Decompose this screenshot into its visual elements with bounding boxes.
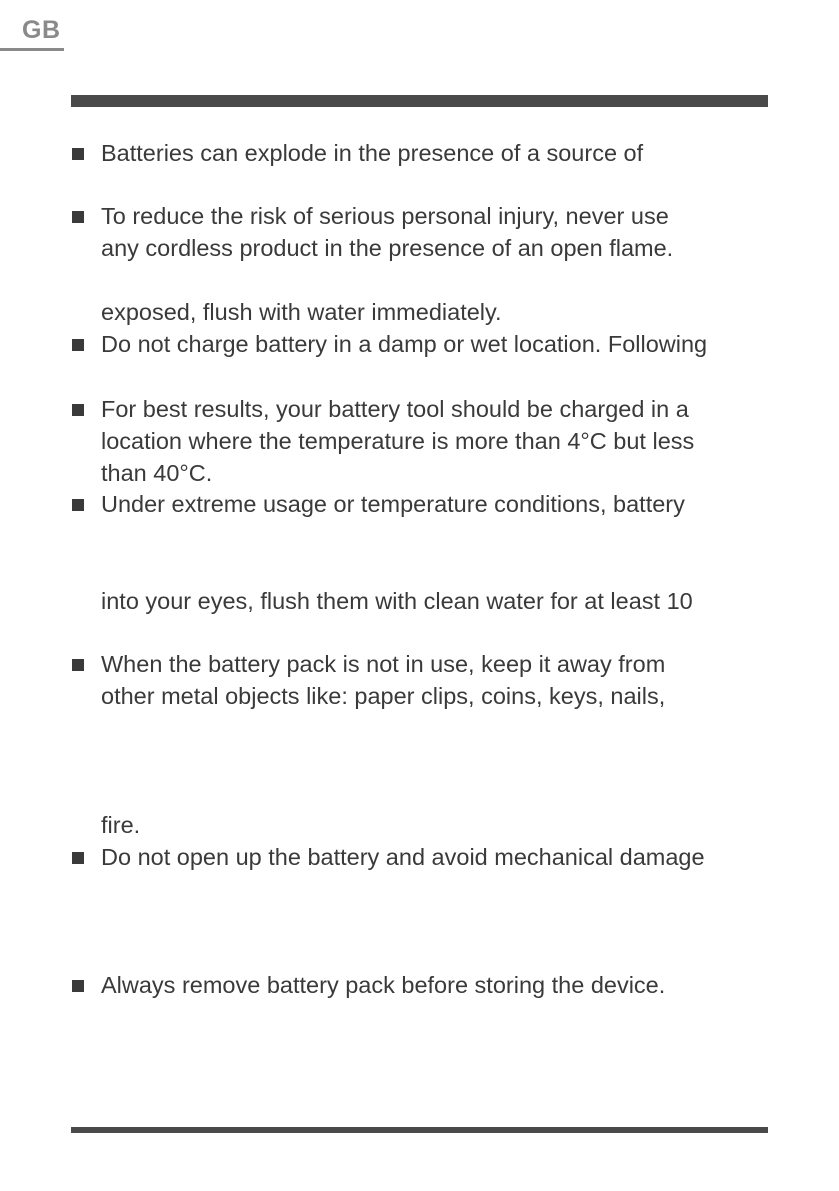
language-tab <box>0 14 64 52</box>
footer-rule <box>71 1127 768 1133</box>
safety-text-line: than 40°C. <box>101 460 213 486</box>
bullet-marker <box>72 659 84 671</box>
safety-text-line: For best results, your battery tool should be charged in a <box>101 396 689 422</box>
safety-text-line: any cordless product in the presence of an open flame. <box>101 235 674 261</box>
safety-text-line: location where the temperature is more than 4°C but less <box>101 428 695 454</box>
bullet-marker <box>72 211 84 223</box>
bullet-marker <box>72 980 84 992</box>
safety-text-line: Always remove battery pack before storing the device. <box>101 972 666 998</box>
language-code: GB <box>22 16 61 44</box>
safety-text-line: Under extreme usage or temperature conditions, battery <box>101 491 685 517</box>
language-tab-underline <box>0 48 64 51</box>
safety-text-line: fire. <box>101 812 141 838</box>
section-header-bar <box>71 95 768 107</box>
bullet-marker <box>72 852 84 864</box>
safety-text-line: into your eyes, flush them with clean water for at least 10 <box>101 588 693 614</box>
safety-text-line: Do not open up the battery and avoid mechanical damage <box>101 844 705 870</box>
bullet-marker <box>72 404 84 416</box>
bullet-marker <box>72 499 84 511</box>
safety-text-line: Do not charge battery in a damp or wet location. Following <box>101 331 708 357</box>
bullet-marker <box>72 339 84 351</box>
safety-text-line: To reduce the risk of serious personal injury, never use <box>101 203 669 229</box>
safety-text-line: Batteries can explode in the presence of a source of <box>101 140 644 166</box>
safety-text-line: other metal objects like: paper clips, coins, keys, nails, <box>101 683 666 709</box>
safety-text-line: exposed, flush with water immediately. <box>101 299 502 325</box>
bullet-marker <box>72 148 84 160</box>
safety-text-line: When the battery pack is not in use, keep it away from <box>101 651 666 677</box>
